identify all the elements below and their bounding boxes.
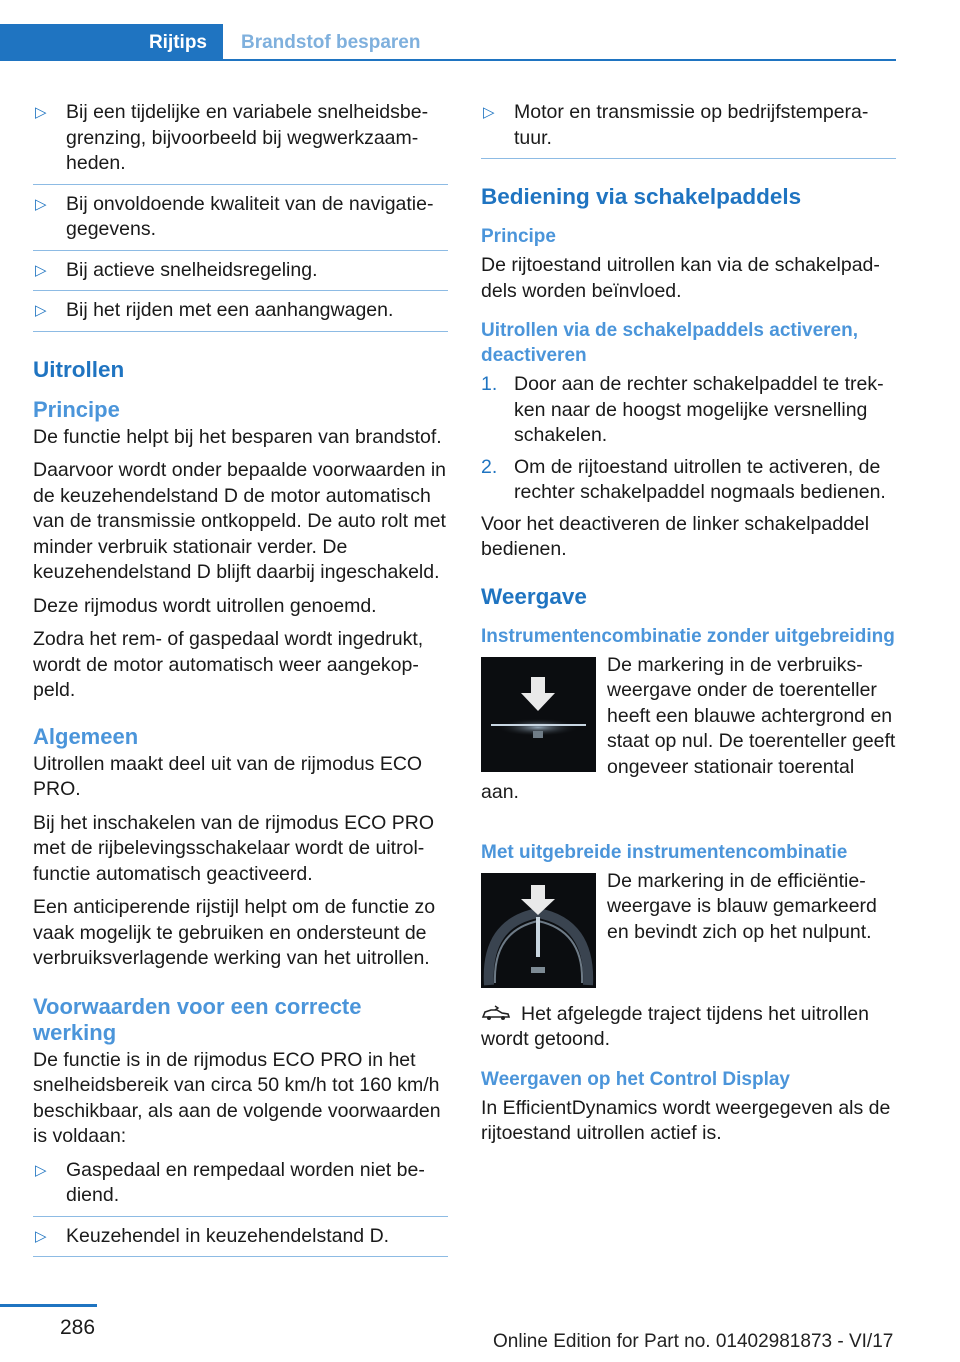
efficiency-gauge-icon [481, 873, 596, 988]
list-item: ▷ Keuzehendel in keuzehendelstand D. [33, 1224, 448, 1258]
triangle-bullet-icon: ▷ [35, 261, 47, 279]
steps-list [481, 372, 896, 506]
triangle-bullet-icon: ▷ [35, 302, 47, 319]
list-item: ▷ Bij onvoldoende kwaliteit van de navigatiegegevens. [33, 192, 448, 251]
triangle-bullet-icon: ▷ [35, 1161, 47, 1179]
paragraph: De functie helpt bij het besparen van brandstof. [33, 425, 442, 448]
paragraph: De functie is in de rijmodus ECO PRO in het snelheidsbereik van circa 50 km/h tot 160 km/h beschikbaar, als aan de volgende voorwaarden is voldaan: [33, 1048, 441, 1147]
paragraph: De markering in de verbruiksweergave onder de toerenteller heeft een blauwe achtergrond en staat op nul. De toerenteller geeft ongeveer stationair toerental aan. [481, 653, 896, 803]
heading-control-display: Weergaven op het Control Display [481, 1068, 790, 1090]
list-item: 1. Door aan de rechter schakelpaddel te trekken naar de hoogst mogelijke versnelling schakelen. [481, 373, 884, 446]
coasting-car-icon [481, 1005, 511, 1021]
heading-algemeen: Algemeen [33, 723, 139, 749]
consumption-display-image [481, 657, 596, 772]
efficiency-display-image [481, 873, 596, 988]
list-item: ▷ Motor en transmissie op bedrijfstemperatuur. [481, 100, 896, 159]
paragraph: Voor het deactiveren de linker schakelpaddel bedienen. [481, 512, 870, 560]
coasting-arrow-icon [481, 657, 596, 772]
paragraph: In EfficientDynamics wordt weergegeven als de rijtoestand uitrollen actief is. [481, 1096, 891, 1144]
heading-zonder-uitbreiding: Instrumentencombinatie zonder uitgebreiding [481, 625, 895, 647]
paragraph: Een anticiperende rijstijl helpt om de functie zo vaak mogelijk te gebruiken en ondersteunt de verbruiksverlagende werking van het uitrollen. [33, 896, 436, 969]
paragraph: Bij het inschakelen van de rijmodus ECO PRO met de rijbelevingsschakelaar wordt de uitrolfunctie automatisch geactiveerd. [33, 811, 435, 885]
condition-list-top [33, 100, 448, 332]
list-item: ▷ Bij actieve snelheidsregeling. [33, 258, 448, 292]
paragraph: Zodra het rem- of gaspedaal wordt ingedrukt, wordt de motor automatisch weer aangekoppeld. [33, 628, 424, 701]
paragraph: Deze rijmodus wordt uitrollen genoemd. [33, 594, 377, 617]
edition-text: Online Edition for Part no. 01402981873 - VI/17 [493, 1331, 894, 1352]
heading-activeren: Uitrollen via de schakelpaddels activeren, deactiveren [481, 320, 858, 366]
left-column [33, 100, 448, 1264]
paragraph-distance: Het afgelegde traject tijdens het uitrollen wordt getoond. [481, 1002, 869, 1050]
step-number: 1. [481, 373, 498, 395]
paragraph: Uitrollen maakt deel uit van de rijmodus ECO PRO. [33, 752, 423, 800]
condition-list-continued [481, 100, 896, 159]
heading-principe: Principe [481, 226, 556, 247]
condition-list-bottom [33, 1158, 448, 1258]
heading-bediening: Bediening via schakelpaddels [481, 184, 802, 209]
list-item: 2. Om de rijtoestand uitrollen te activeren, de rechter schakelpaddel nogmaals bedienen. [481, 455, 886, 503]
triangle-bullet-icon: ▷ [35, 1227, 47, 1245]
figure-block [481, 653, 896, 814]
heading-principe: Principe [33, 396, 120, 422]
heading-weergave: Weergave [481, 583, 587, 609]
triangle-bullet-icon: ▷ [483, 104, 495, 121]
heading-voorwaarden: Voorwaarden voor een correcte werking [33, 993, 362, 1045]
right-column [481, 100, 896, 1155]
section-tab-brandstof-besparen: Brandstof besparen [241, 31, 421, 53]
footer-divider [0, 1304, 97, 1307]
paragraph: De rijtoestand uitrollen kan via de schakelpaddels worden beïnvloed. [481, 254, 880, 302]
triangle-bullet-icon: ▷ [35, 195, 47, 213]
header-divider [223, 59, 896, 61]
list-item: ▷ Bij een tijdelijke en variabele snelheidsbegrenzing, bijvoorbeeld bij wegwerkzaamheden. [33, 100, 448, 185]
page-number: 286 [60, 1316, 96, 1339]
page-header [0, 0, 896, 62]
figure-block [481, 869, 896, 992]
list-item: ▷ Bij het rijden met een aanhangwagen. [33, 298, 448, 332]
list-item: ▷ Gaspedaal en rempedaal worden niet bediend. [33, 1158, 448, 1217]
paragraph: Daarvoor wordt onder bepaalde voorwaarden in de keuzehendelstand D de motor automatisch van de transmissie ontkoppeld. De auto rolt met minder verbruik stationair verder. De keuzehendelstand D blijft daarbij ingeschakeld. [33, 459, 447, 583]
section-tab-rijtips: Rijtips [0, 24, 223, 61]
paragraph: De markering in de efficiëntieweergave is blauw gemarkeerd en bevindt zich op het nulpunt. [607, 869, 877, 943]
heading-met-uitbreiding: Met uitgebreide instrumentencombinatie [481, 841, 848, 863]
heading-uitrollen: Uitrollen [33, 356, 125, 382]
step-number: 2. [481, 455, 498, 478]
triangle-bullet-icon: ▷ [35, 104, 47, 121]
